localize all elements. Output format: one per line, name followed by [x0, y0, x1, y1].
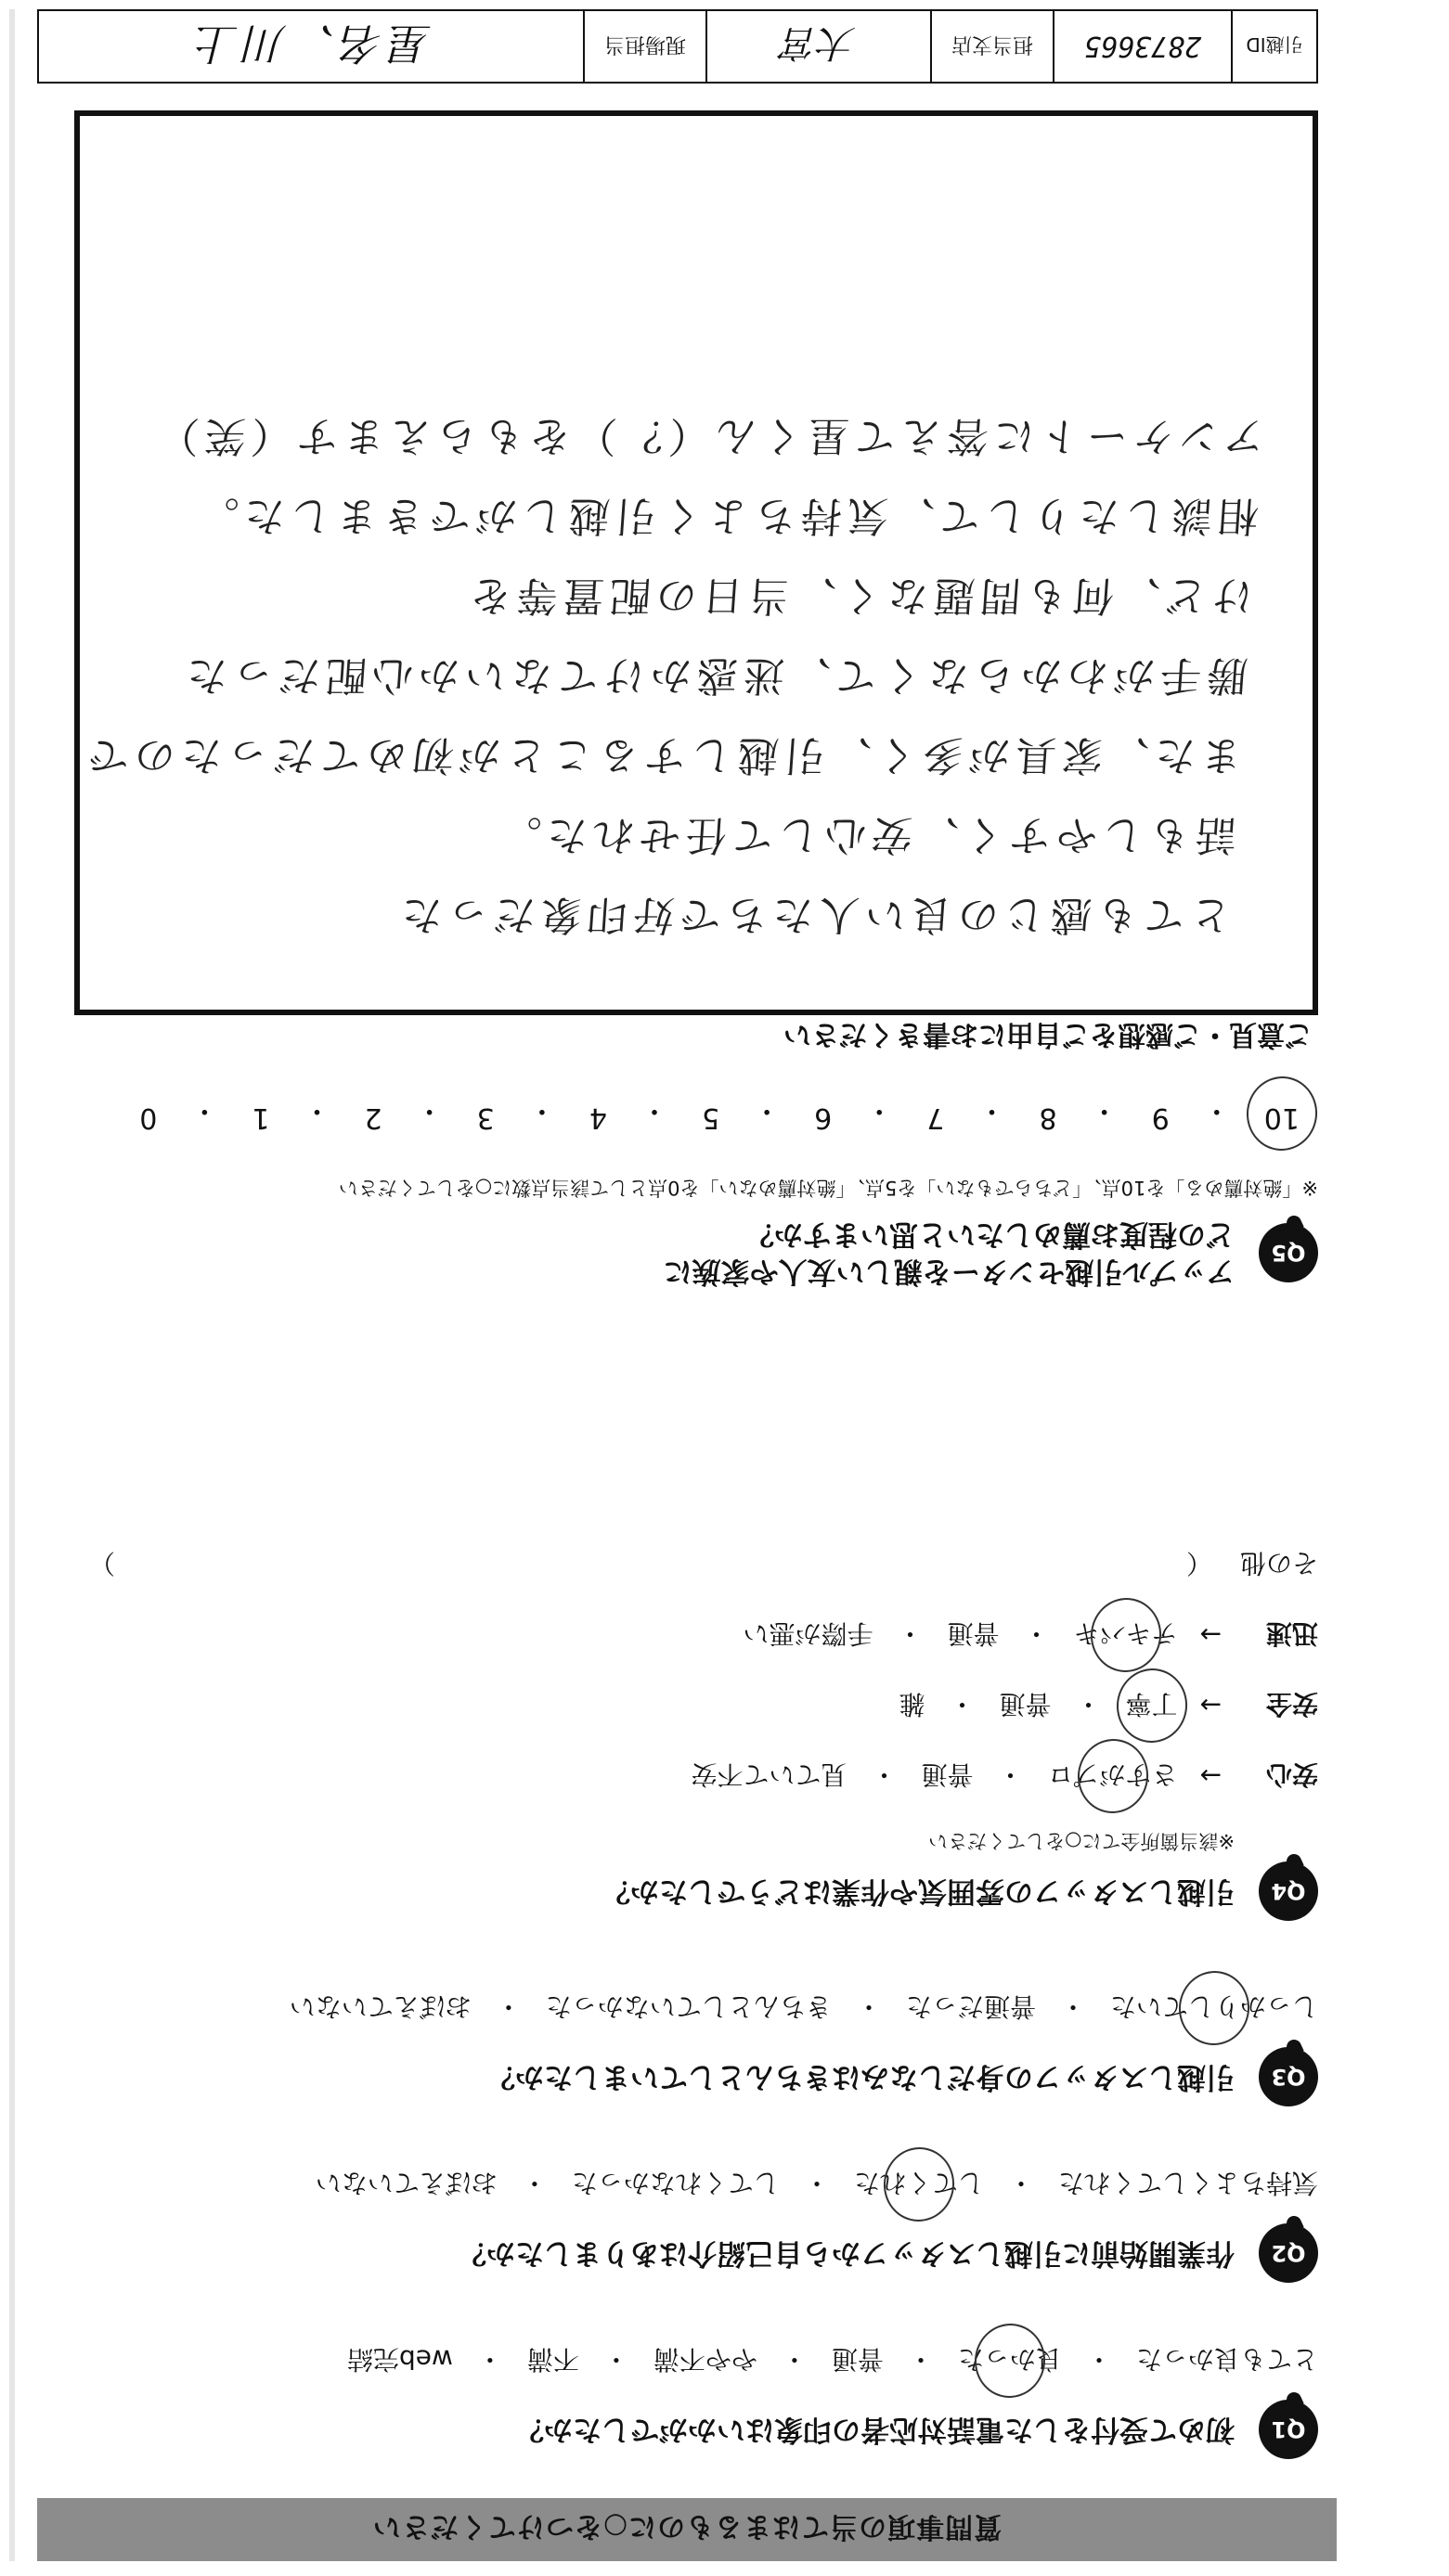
instruction-banner: 質問事項の当てはまるものに○をつけてください	[37, 2498, 1337, 2561]
score-option[interactable]: 3	[476, 1101, 495, 1134]
q4-option[interactable]: 普通	[921, 1759, 974, 1790]
upside-down-survey-sheet	[37, 9, 1337, 2561]
q5-text-line1: アップル引越センターを親しい友人や家族に	[663, 1255, 1235, 1288]
q5-text-line2: どの程度お薦めしたいと思いますか？	[745, 1217, 1235, 1251]
q1-option[interactable]: 不満	[526, 2344, 579, 2375]
q4-option[interactable]: 普通	[999, 1689, 1052, 1719]
q4-other	[56, 1546, 1318, 1583]
q4-option[interactable]: 普通	[947, 1618, 1000, 1649]
q4-row-relief: 安心 → さすがプロ ・ 普通 ・ 見ていて不安	[56, 1758, 1318, 1795]
scale-separator: ・	[977, 1094, 1006, 1127]
score-option[interactable]: 8	[1039, 1101, 1057, 1134]
q1-options: とても良かった ・ 良かった ・ 普通 ・ やや不満 ・ 不満 ・ web完結	[56, 2342, 1318, 2379]
comment-textarea[interactable]	[74, 110, 1318, 1015]
q1-option[interactable]: 普通	[831, 2344, 884, 2375]
handwritten-line: 勝手がわからなくて、迷惑かけてないか心配だった	[179, 651, 1249, 699]
arrow-icon: →	[1199, 1619, 1222, 1651]
q1-option[interactable]: やや不満	[653, 2344, 757, 2375]
q1-badge-icon: Q1	[1259, 2400, 1318, 2459]
footer-info-table	[37, 9, 1318, 84]
handwritten-line: 話もしやすく、安心して任せれた。	[493, 811, 1238, 858]
comment-title: ご意見・ご感想をご自由にお書きください	[783, 1018, 1313, 1050]
scale-separator: ・	[190, 1094, 219, 1127]
scale-separator: ・	[303, 1094, 331, 1127]
score-option[interactable]: 6	[814, 1101, 833, 1134]
scale-separator: ・	[1202, 1094, 1231, 1127]
q1-option-selected[interactable]: 良かった	[958, 2342, 1062, 2379]
handwritten-line: また、家具が多く、引越しすることが初めてだったので	[81, 731, 1244, 779]
scale-separator: ・	[753, 1094, 782, 1127]
scale-separator: ・	[415, 1094, 444, 1127]
q3-option-selected[interactable]: しっかりしていた	[1110, 1990, 1318, 2027]
open-paren: （	[1185, 1548, 1212, 1578]
q2-option[interactable]: 気持ちよくしてくれた	[1057, 2168, 1318, 2198]
q1-option[interactable]: とても良かった	[1135, 2344, 1318, 2375]
q4-text: 引越しスタッフの雰囲気や作業はどうでしたか？	[602, 1874, 1235, 1908]
q4-row-safety: 安全 → 丁寧 ・ 普通 ・ 雑	[56, 1687, 1318, 1724]
score-option-selected[interactable]: 10	[1264, 1093, 1300, 1134]
q3-text: 引越しスタッフの身だしなみはきちんとしていましたか？	[486, 2060, 1235, 2093]
score-option[interactable]: 5	[702, 1101, 720, 1134]
q3-options: しっかりしていた ・ 普通だった ・ きちんとしていなかった ・ おぼえていない	[56, 1990, 1318, 2027]
handwritten-line: アンケートに答えて星くん（？）をもらえます（笑）	[150, 412, 1266, 459]
q4-other-field[interactable]	[89, 1546, 1212, 1583]
handwritten-line: とても感じの良い人たちで好印象だった	[394, 891, 1233, 938]
q4-option[interactable]: 手際が悪い	[743, 1618, 873, 1649]
q2-option-selected[interactable]: してくれた	[854, 2166, 984, 2203]
q3-badge-icon: Q3	[1259, 2047, 1318, 2106]
q3-option[interactable]: きちんとしていなかった	[545, 1991, 832, 2022]
q4-option-selected[interactable]: テキパキ	[1074, 1616, 1178, 1654]
q4-row-label: 安全	[1265, 1689, 1318, 1719]
q2-text: 作業開始前に引越しスタッフから自己紹介はありましたか？	[458, 2236, 1235, 2270]
q2-options: 気持ちよくしてくれた ・ してくれた ・ してくれなかった ・ おぼえていない	[56, 2166, 1318, 2203]
q4-row-label: 安心	[1265, 1759, 1318, 1790]
question-1	[56, 2342, 1318, 2459]
q2-option[interactable]: おぼえていない	[315, 2168, 498, 2198]
branch-label: 担当支店	[932, 11, 1054, 82]
score-option[interactable]: 2	[364, 1101, 382, 1134]
scale-separator: ・	[1090, 1094, 1119, 1127]
q3-option[interactable]: おぼえていない	[289, 1991, 472, 2022]
q4-row-label: 迅速	[1265, 1618, 1318, 1649]
q5-badge-icon: Q5	[1259, 1223, 1318, 1282]
q1-option[interactable]: web完結	[346, 2344, 453, 2375]
handwritten-comment	[81, 395, 1267, 954]
close-paren: ）	[88, 1548, 115, 1578]
id-label: 引越ID	[1246, 33, 1303, 57]
q5-note: ※「絶対薦める」を10点、「どちらでもない」を5点、「絶対薦めない」を0点として該当点数に○をしてください	[338, 1177, 1318, 1199]
score-option[interactable]: 0	[139, 1101, 158, 1134]
q4-other-label: その他	[1239, 1548, 1318, 1578]
branch-value: 大宮	[707, 11, 932, 82]
staff-value: 星名、川上	[39, 11, 585, 82]
q4-option-selected[interactable]: さすがプロ	[1048, 1758, 1178, 1795]
score-option[interactable]: 4	[589, 1101, 607, 1134]
scale-separator: ・	[640, 1094, 668, 1127]
q2-option[interactable]: してくれなかった	[571, 2168, 780, 2198]
q5-score-scale	[139, 1093, 1300, 1134]
q4-row-speed: 迅速 → テキパキ ・ 普通 ・ 手際が悪い	[56, 1616, 1318, 1654]
scan-edge	[9, 9, 15, 2561]
comment-section	[65, 130, 1318, 1058]
arrow-icon: →	[1199, 1690, 1222, 1721]
q1-text: 初めて受付をした電話対応者の印象はいかがでしたか？	[515, 2413, 1235, 2446]
question-4	[56, 1546, 1318, 1921]
handwritten-line: 相談したりして、気持ちよく引越しができました。	[190, 492, 1261, 539]
score-option[interactable]: 7	[926, 1101, 945, 1134]
id-value: 2873665	[1054, 11, 1233, 82]
scale-separator: ・	[865, 1094, 894, 1127]
question-5	[56, 1093, 1318, 1290]
score-option[interactable]: 1	[252, 1101, 270, 1134]
q4-note: ※該当箇所全てに○をしてください	[928, 1830, 1235, 1852]
question-3	[56, 1990, 1318, 2106]
arrow-icon: →	[1199, 1760, 1222, 1792]
q3-option[interactable]: 普通だった	[905, 1991, 1036, 2022]
score-option[interactable]: 9	[1151, 1101, 1170, 1134]
staff-label: 現場担当	[585, 11, 707, 82]
scale-separator: ・	[527, 1094, 556, 1127]
q4-option[interactable]: 雑	[899, 1689, 925, 1719]
q4-option[interactable]: 見ていて不安	[691, 1759, 847, 1790]
question-2	[56, 2166, 1318, 2283]
q4-option-selected[interactable]: 丁寧	[1126, 1687, 1178, 1724]
handwritten-line: けど、何も問題なく、当日の配置等を	[463, 572, 1255, 619]
q2-badge-icon: Q2	[1259, 2223, 1318, 2283]
q4-badge-icon: Q4	[1259, 1861, 1318, 1921]
